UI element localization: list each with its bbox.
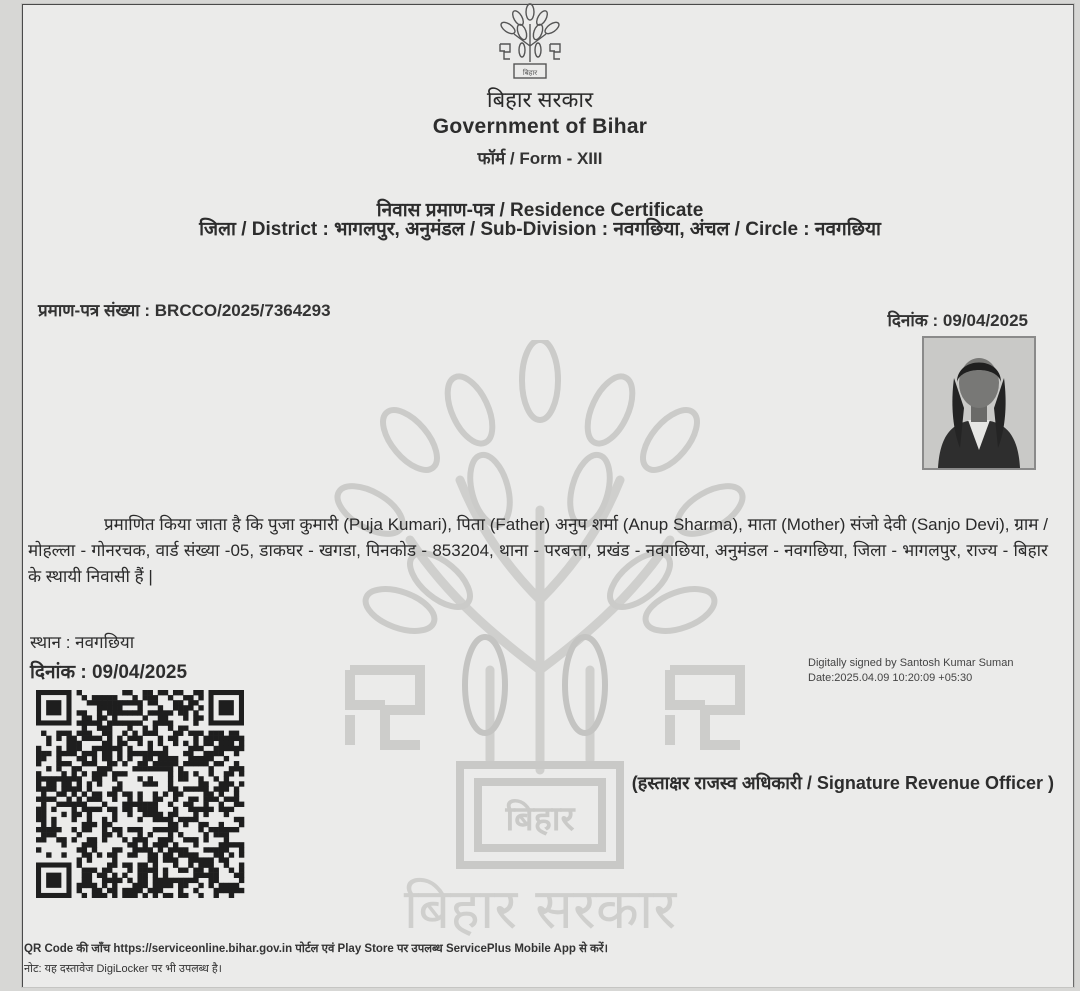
- revenue-officer-signature-label: (हस्ताक्षर राजस्व अधिकारी / Signature Revenue Officer ): [631, 773, 1054, 793]
- hindi-government-title: बिहार सरकार: [486, 87, 594, 112]
- applicant-photo: [922, 336, 1036, 470]
- watermark-text: बिहार सरकार: [403, 877, 677, 940]
- qr-verification-note: QR Code की जाँच https://serviceonline.bihar.gov.in पोर्टल एवं Play Store पर उपलब्ध ServicePlus Mobile App से करें।: [24, 943, 608, 955]
- verification-qr-code[interactable]: [36, 690, 252, 898]
- bodhi-tree-watermark: [330, 340, 750, 940]
- place-line: स्थान : नवगछिया: [30, 633, 135, 652]
- digital-signature-date: Date:2025.04.09 10:20:09 +05:30: [808, 672, 973, 684]
- form-number: फॉर्म / Form - XIII: [477, 149, 603, 168]
- digilocker-note: नोट: यह दस्तावेज DigiLocker पर भी उपलब्ध है।: [24, 963, 222, 975]
- bihar-emblem-logo: [478, 2, 582, 82]
- digital-signature-signer: Digitally signed by Santosh Kumar Suman: [808, 657, 1014, 669]
- certification-statement: प्रमाणित किया जाता है कि पुजा कुमारी (Puja Kumari), पिता (Father) अनुप शर्मा (Anup Sharma), माता (Mother) संजो देवी (Sanjo Devi), ग्राम / मोहल्ला - गोनरचक, वार्ड संख्या -05, डाकघर - खगडा, पिनकोड - 853204, थाना - परबत्ता, प्रखंड - नवगछिया, अनुमंडल - नवगछिया, जिला - भागलपुर, राज्य - बिहार के स्थायी निवासी हैं |: [28, 515, 1048, 586]
- government-title: Government of Bihar: [432, 115, 648, 138]
- emblem-badge-text: बिहार: [522, 69, 538, 77]
- watermark-badge-text: बिहार: [505, 799, 575, 839]
- district-line: जिला / District : भागलपुर, अनुमंडल / Sub-Division : नवगछिया, अंचल / Circle : नवगछिया: [199, 219, 881, 240]
- issue-date-line: दिनांक : 09/04/2025: [30, 662, 188, 683]
- certificate-number: प्रमाण-पत्र संख्या : BRCCO/2025/7364293: [38, 301, 331, 320]
- certificate-title: निवास प्रमाण-पत्र / Residence Certificate: [376, 200, 704, 221]
- certificate-date: दिनांक : 09/04/2025: [887, 311, 1028, 330]
- digital-signature-block: [808, 656, 1013, 686]
